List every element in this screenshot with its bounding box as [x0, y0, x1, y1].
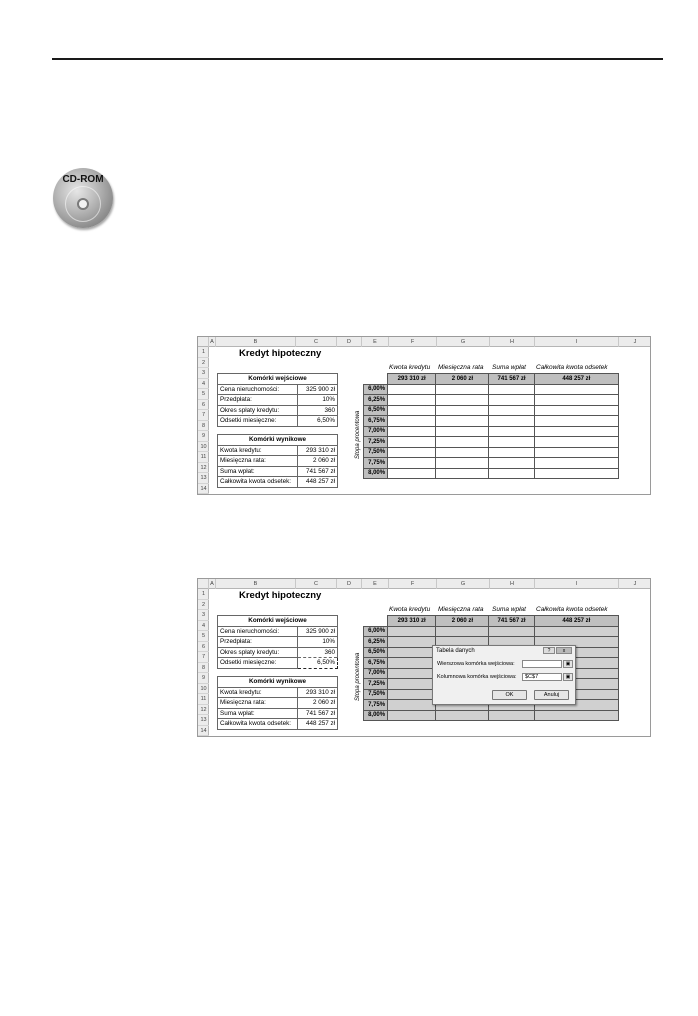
column-input-field[interactable]: $C$7 — [522, 673, 562, 681]
rate-cell: 7,25% — [364, 679, 388, 690]
ok-button[interactable]: OK — [492, 690, 527, 700]
row-header: 6 — [198, 400, 209, 411]
row-header: 9 — [198, 673, 209, 684]
output-cells-table — [217, 676, 338, 730]
column-input-label: Kolumnowa komórka wejściowa: — [437, 674, 517, 680]
top-value: 2 060 zł — [436, 616, 489, 627]
row-header: 10 — [198, 684, 209, 695]
vertical-rate-label: Stopa procentowa — [355, 410, 361, 459]
sheet-title: Kredyt hipoteczny — [239, 590, 322, 601]
close-button[interactable]: x — [556, 647, 572, 654]
rate-cell: 7,00% — [364, 668, 388, 679]
table-header-label: Suma wpłat — [492, 364, 526, 371]
table-header-label: Kwota kredytu — [389, 606, 431, 613]
output-value: 2 060 zł — [298, 456, 338, 467]
corner-cell — [364, 374, 388, 385]
col-header: D — [337, 579, 362, 589]
input-value: 6,50% — [298, 416, 338, 427]
top-value: 741 567 zł — [489, 374, 534, 385]
row-headers — [198, 589, 209, 737]
input-value: 360 — [298, 647, 338, 658]
row-header: 2 — [198, 600, 209, 611]
row-header: 12 — [198, 705, 209, 716]
rate-cell: 7,75% — [364, 458, 388, 469]
output-value: 448 257 zł — [298, 477, 338, 488]
rate-cell: 6,25% — [364, 395, 388, 406]
row-header: 4 — [198, 379, 209, 390]
input-cells-table — [217, 615, 338, 669]
row-range-picker-icon[interactable]: ▣ — [563, 660, 573, 668]
input-header: Komórki wejściowe — [218, 374, 338, 385]
row-header: 7 — [198, 652, 209, 663]
output-value: 293 310 zł — [298, 687, 338, 698]
input-label: Cena nieruchomości: — [218, 384, 298, 395]
input-value: 10% — [298, 637, 338, 648]
table-header-label: Całkowita kwota odsetek — [536, 364, 608, 371]
row-header: 12 — [198, 463, 209, 474]
row-header: 13 — [198, 473, 209, 484]
col-header: H — [490, 579, 535, 589]
rate-cell: 6,75% — [364, 416, 388, 427]
top-value: 293 310 zł — [388, 616, 436, 627]
rate-cell: 8,00% — [364, 468, 388, 479]
col-header: G — [437, 337, 490, 347]
row-header: 5 — [198, 389, 209, 400]
rate-cell: 6,00% — [364, 384, 388, 395]
rate-cell: 7,50% — [364, 689, 388, 700]
row-header: 1 — [198, 589, 209, 600]
output-label: Kwota kredytu: — [218, 687, 298, 698]
table-header-label: Suma wpłat — [492, 606, 526, 613]
input-label: Przedpłata: — [218, 395, 298, 406]
rate-cell: 7,50% — [364, 447, 388, 458]
data-table-grid — [363, 373, 619, 479]
input-label: Cena nieruchomości: — [218, 626, 298, 637]
row-header: 1 — [198, 347, 209, 358]
input-value: 325 900 zł — [298, 384, 338, 395]
row-header: 3 — [198, 610, 209, 621]
top-value: 448 257 zł — [534, 374, 618, 385]
input-label: Okres spłaty kredytu: — [218, 647, 298, 658]
row-header: 3 — [198, 368, 209, 379]
rate-cell: 6,50% — [364, 405, 388, 416]
input-value: 360 — [298, 405, 338, 416]
row-header: 7 — [198, 410, 209, 421]
top-value: 2 060 zł — [436, 374, 489, 385]
cd-hole — [77, 198, 89, 210]
output-label: Całkowita kwota odsetek: — [218, 477, 298, 488]
row-header: 6 — [198, 642, 209, 653]
help-button[interactable]: ? — [543, 647, 555, 654]
row-header: 11 — [198, 452, 209, 463]
row-header: 4 — [198, 621, 209, 632]
output-label: Kwota kredytu: — [218, 445, 298, 456]
column-headers — [198, 337, 650, 347]
row-header: 8 — [198, 421, 209, 432]
top-value: 448 257 zł — [534, 616, 618, 627]
col-header: J — [619, 337, 651, 347]
col-header: C — [296, 579, 337, 589]
table-header-label: Całkowita kwota odsetek — [536, 606, 608, 613]
output-value: 293 310 zł — [298, 445, 338, 456]
data-table-dialog — [432, 645, 576, 705]
rate-cell: 8,00% — [364, 710, 388, 721]
table-header-label: Miesięczna rata — [438, 606, 484, 613]
table-header-label: Kwota kredytu — [389, 364, 431, 371]
col-header: A — [209, 579, 216, 589]
dialog-title-buttons — [543, 647, 572, 654]
rate-cell: 6,25% — [364, 637, 388, 648]
top-value: 293 310 zł — [388, 374, 436, 385]
input-label: Odsetki miesięczne: — [218, 658, 298, 669]
input-label: Przedpłata: — [218, 637, 298, 648]
spreadsheet-screenshot-1 — [197, 336, 651, 495]
output-header: Komórki wynikowe — [218, 677, 338, 688]
dialog-title: Tabela danych — [436, 648, 475, 654]
selected-input-value[interactable]: 6,50% — [298, 658, 338, 669]
row-header: 9 — [198, 431, 209, 442]
rate-cell: 6,75% — [364, 658, 388, 669]
row-headers — [198, 347, 209, 495]
column-headers — [198, 579, 650, 589]
header-rule — [52, 58, 663, 60]
output-label: Całkowita kwota odsetek: — [218, 719, 298, 730]
output-value: 741 567 zł — [298, 708, 338, 719]
rate-cell: 7,00% — [364, 426, 388, 437]
row-header: 14 — [198, 726, 209, 737]
top-value: 741 567 zł — [489, 616, 534, 627]
spreadsheet-screenshot-2 — [197, 578, 651, 737]
row-header: 5 — [198, 631, 209, 642]
cd-rom-icon — [53, 168, 113, 228]
corner-cell — [364, 616, 388, 627]
input-value: 325 900 zł — [298, 626, 338, 637]
output-value: 448 257 zł — [298, 719, 338, 730]
output-value: 741 567 zł — [298, 466, 338, 477]
output-label: Miesięczna rata: — [218, 698, 298, 709]
row-header: 14 — [198, 484, 209, 495]
output-cells-table — [217, 434, 338, 488]
col-header: I — [535, 579, 619, 589]
col-header: F — [389, 579, 437, 589]
cd-rom-label: CD-ROM — [62, 174, 104, 185]
cancel-button[interactable]: Anuluj — [534, 690, 569, 700]
col-header: G — [437, 579, 490, 589]
input-value: 10% — [298, 395, 338, 406]
sheet-title: Kredyt hipoteczny — [239, 348, 322, 359]
table-header-label: Miesięczna rata — [438, 364, 484, 371]
col-header: A — [209, 337, 216, 347]
row-header: 10 — [198, 442, 209, 453]
input-label: Okres spłaty kredytu: — [218, 405, 298, 416]
vertical-rate-label: Stopa procentowa — [355, 652, 361, 701]
row-header: 2 — [198, 358, 209, 369]
col-header: B — [216, 337, 296, 347]
row-input-label: Wierszowa komórka wejściowa: — [437, 661, 515, 667]
rate-cell: 6,50% — [364, 647, 388, 658]
output-header: Komórki wynikowe — [218, 435, 338, 446]
col-header: F — [389, 337, 437, 347]
input-label: Odsetki miesięczne: — [218, 416, 298, 427]
col-header: H — [490, 337, 535, 347]
row-header: 8 — [198, 663, 209, 674]
row-header: 13 — [198, 715, 209, 726]
rate-cell: 7,25% — [364, 437, 388, 448]
col-header: E — [362, 579, 389, 589]
output-label: Miesięczna rata: — [218, 456, 298, 467]
col-header: E — [362, 337, 389, 347]
output-value: 2 060 zł — [298, 698, 338, 709]
output-label: Suma wpłat: — [218, 708, 298, 719]
rate-cell: 6,00% — [364, 626, 388, 637]
input-cells-table — [217, 373, 338, 427]
col-header: C — [296, 337, 337, 347]
col-header: B — [216, 579, 296, 589]
col-header: J — [619, 579, 651, 589]
column-range-picker-icon[interactable]: ▣ — [563, 673, 573, 681]
col-header: D — [337, 337, 362, 347]
output-label: Suma wpłat: — [218, 466, 298, 477]
row-header: 11 — [198, 694, 209, 705]
input-header: Komórki wejściowe — [218, 616, 338, 627]
row-input-field[interactable] — [522, 660, 562, 668]
rate-cell: 7,75% — [364, 700, 388, 711]
col-header: I — [535, 337, 619, 347]
